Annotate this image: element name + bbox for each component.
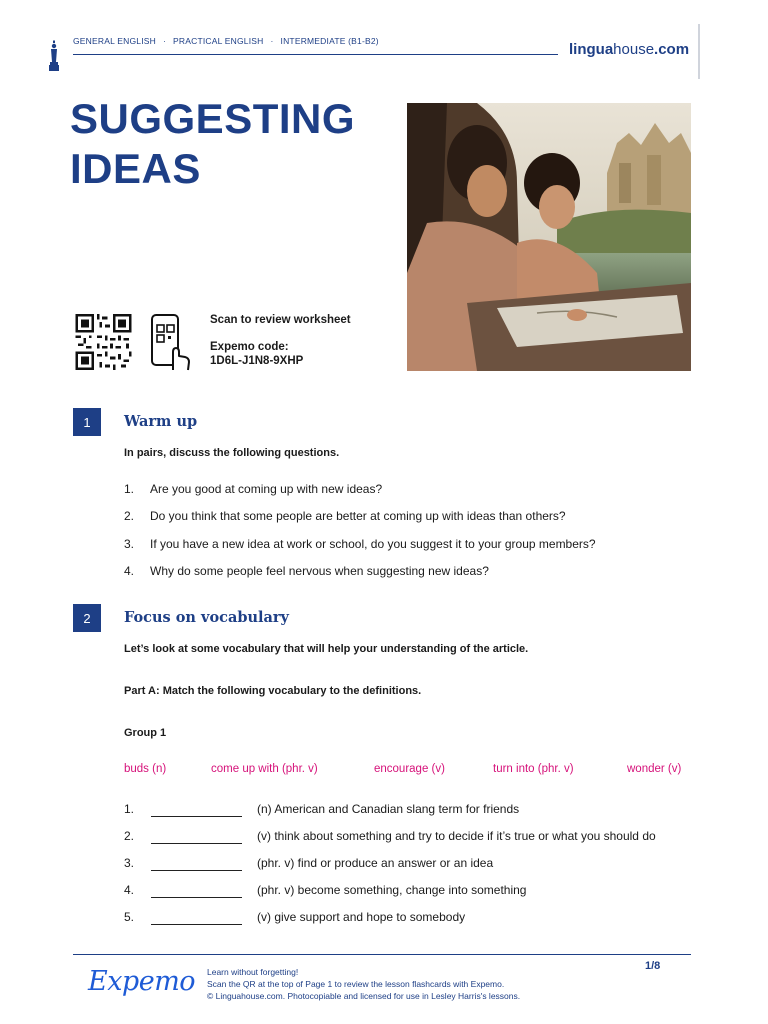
vocabulary-bank — [124, 763, 690, 779]
vocab-word: turn into (phr. v) — [493, 763, 574, 775]
lesson-photo — [407, 103, 691, 371]
answer-blank[interactable] — [151, 816, 242, 817]
definition-row: 2. (v) think about something and try to decide if it’s true or what you should do — [124, 829, 656, 843]
answer-blank[interactable] — [151, 870, 242, 871]
warm-up-questions — [124, 482, 684, 582]
scan-info — [210, 313, 351, 368]
footer-text — [207, 966, 520, 1002]
qr-code[interactable] — [74, 314, 133, 370]
section-1-instruction: In pairs, discuss the following questions. — [124, 447, 340, 459]
expemo-code: 1D6L-J1N8-9XHP — [210, 355, 304, 367]
footer-divider — [73, 954, 691, 955]
answer-blank[interactable] — [151, 843, 242, 844]
question-item: 2. Do you think that some people are better at coming up with ideas than others? — [124, 509, 566, 523]
vocab-word: buds (n) — [124, 763, 167, 775]
definition-row: 3. (phr. v) find or produce an answer or an idea — [124, 856, 494, 870]
footer-instruction: Scan the QR at the top of Page 1 to review the lesson flashcards with Expemo. — [207, 979, 505, 989]
linguahouse-logo[interactable]: linguahouse.com — [569, 41, 690, 58]
breadcrumb-item-practical-english[interactable]: PRACTICAL ENGLISH — [173, 36, 264, 46]
answer-blank[interactable] — [151, 897, 242, 898]
footer-tagline: Learn without forgetting! — [207, 967, 299, 977]
page-title-line-2: IDEAS — [70, 145, 201, 192]
definition-row: 1. (n) American and Canadian slang term for friends — [124, 802, 520, 816]
part-a-instruction: Part A: Match the following vocabulary to the definitions. — [124, 685, 422, 697]
definition-row: 4. (phr. v) become something, change into something — [124, 883, 527, 897]
footer-copyright: © Linguahouse.com. Photocopiable and licensed for use in Lesley Harris's lessons. — [207, 991, 521, 1001]
section-2-number: 2 — [73, 604, 101, 632]
group-label: Group 1 — [124, 727, 167, 739]
question-item: 3. If you have a new idea at work or school, do you suggest it to your group members? — [124, 537, 596, 551]
expemo-logo[interactable]: Expemo — [88, 966, 196, 997]
page-number: 1/8 — [645, 960, 661, 972]
phone-scan-icon — [151, 314, 191, 371]
page-title-line-1: SUGGESTING — [70, 95, 356, 142]
matching-exercise — [124, 802, 694, 932]
vocab-word: encourage (v) — [374, 763, 445, 775]
statue-of-liberty-icon — [48, 40, 60, 71]
header-divider — [73, 54, 558, 55]
answer-blank[interactable] — [151, 924, 242, 925]
scan-review-label: Scan to review worksheet — [210, 314, 351, 326]
section-1-title: Warm up — [124, 413, 198, 430]
question-item: 4. Why do some people feel nervous when suggesting new ideas? — [124, 564, 489, 578]
header-side-bar — [698, 24, 700, 79]
vocab-word: wonder (v) — [627, 763, 682, 775]
vocab-word: come up with (phr. v) — [211, 763, 318, 775]
section-1-number: 1 — [73, 408, 101, 436]
expemo-code-label: Expemo code: — [210, 341, 289, 353]
definition-row: 5. (v) give support and hope to somebody — [124, 910, 466, 924]
breadcrumb-item-general-english[interactable]: GENERAL ENGLISH — [73, 36, 156, 46]
breadcrumb: GENERAL ENGLISH · PRACTICAL ENGLISH · INTERMEDIATE (B1-B2) — [73, 36, 379, 46]
question-item: 1. Are you good at coming up with new ideas? — [124, 482, 383, 496]
section-2-title: Focus on vocabulary — [124, 609, 289, 626]
section-2-instruction: Let’s look at some vocabulary that will help your understanding of the article. — [124, 643, 529, 655]
page-title — [70, 94, 390, 194]
breadcrumb-item-level[interactable]: INTERMEDIATE (B1-B2) — [280, 36, 379, 46]
